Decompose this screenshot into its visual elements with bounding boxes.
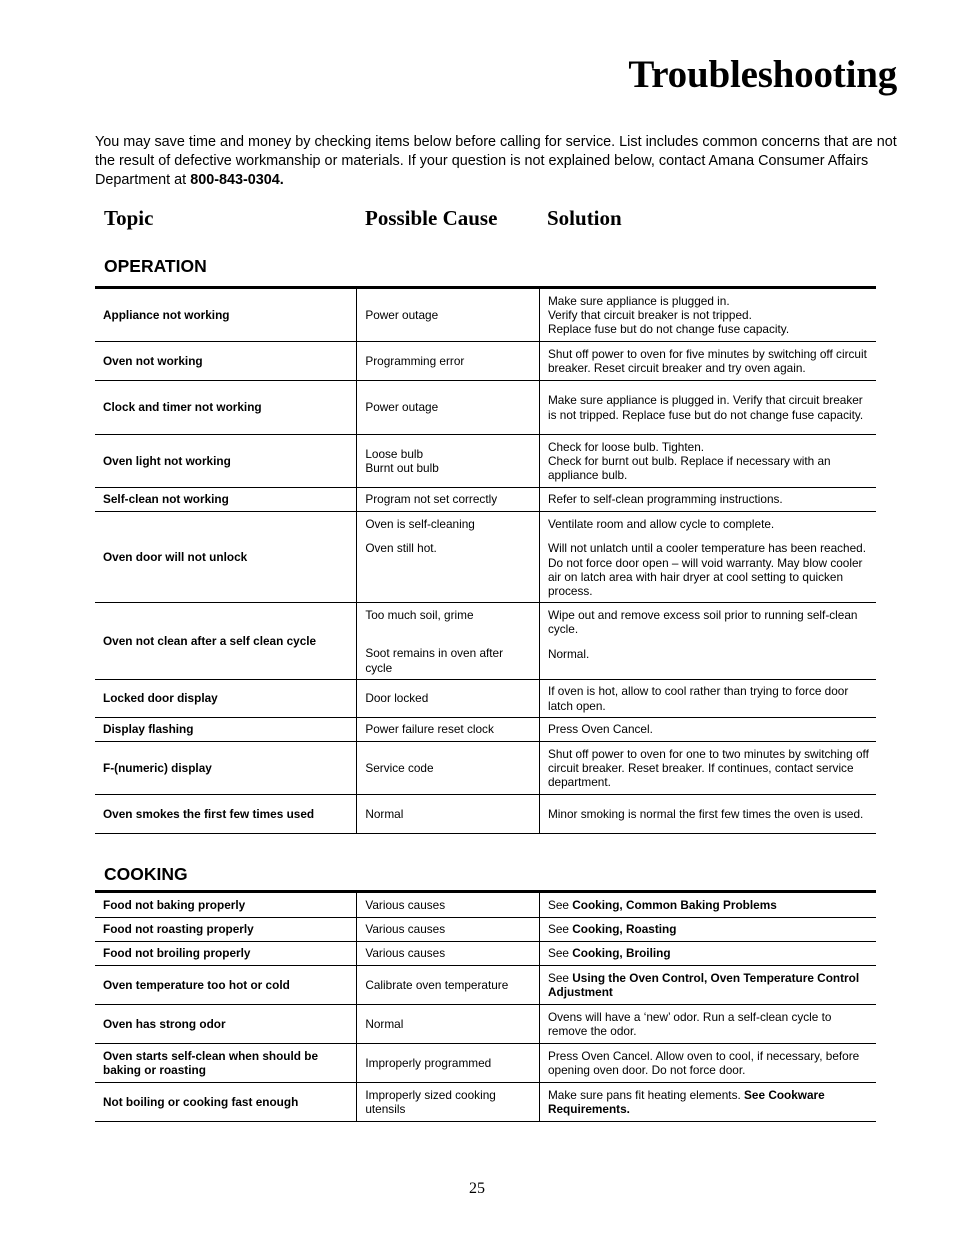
solution-text	[548, 294, 870, 337]
row-solution	[539, 718, 876, 742]
row-cause	[357, 512, 540, 603]
cause-line: Burnt out bulb	[365, 461, 439, 475]
cause-text	[365, 447, 533, 476]
row-cause: Various causes	[357, 892, 540, 918]
table-row	[95, 1005, 876, 1044]
solution-text	[548, 647, 870, 661]
row-cause: Improperly programmed	[357, 1044, 540, 1083]
cause-text	[365, 308, 533, 322]
row-topic: Food not broiling properly	[95, 942, 357, 966]
row-topic: Oven starts self-clean when should be baking or roasting	[95, 1044, 357, 1083]
row-cause	[357, 718, 540, 742]
cause-line: Service code	[365, 760, 434, 775]
solution-line: Shut off power to oven for one to two minutes by switching off circuit breaker. Reset breaker. If continues, contact service department.	[547, 746, 869, 790]
solution-text	[548, 347, 870, 376]
solution-line: Will not unlatch until a cooler temperature has been reached. Do not force door open – will void warranty. May blow cooler air on latch area with hair dryer at cool setting to quicken process.	[547, 541, 867, 599]
solution-reference: Cooking, Common Baking Problems	[572, 897, 777, 912]
row-cause	[357, 488, 540, 512]
solution-reference: Cooking, Broiling	[572, 946, 671, 961]
cooking-table	[95, 890, 876, 1122]
page-title: Troubleshooting	[628, 53, 897, 96]
column-header-cause: Possible Cause	[365, 206, 498, 230]
table-row	[95, 918, 876, 942]
row-solution	[539, 892, 876, 918]
cause-text	[365, 354, 533, 368]
table-row	[95, 892, 876, 918]
table-row	[95, 966, 876, 1005]
table-row	[95, 718, 876, 742]
row-cause	[357, 742, 540, 795]
cause-line: Normal	[365, 806, 404, 821]
solution-text: See	[547, 946, 573, 961]
cause-line: Loose bulb	[365, 446, 424, 461]
row-topic: Oven temperature too hot or cold	[95, 966, 357, 1005]
row-solution	[539, 942, 876, 966]
cause-line: Door locked	[365, 691, 429, 706]
table-row	[95, 435, 876, 488]
operation-heading: OPERATION	[104, 256, 207, 276]
row-solution	[539, 742, 876, 795]
row-solution	[539, 1083, 876, 1122]
intro-text: You may save time and money by checking items below before calling for service. List includes common concerns that are not the result of defective workmanship or materials. If your question is not explained below, contact Amana Consumer Affairs Department at	[95, 134, 897, 188]
solution-line: Ventilate room and allow cycle to complete.	[547, 517, 775, 531]
cause-line: Oven still hot.	[365, 541, 437, 556]
cause-text	[365, 517, 533, 531]
solution-line: Refer to self-clean programming instructions.	[547, 492, 783, 507]
solution-text: See	[547, 922, 573, 937]
row-cause: Normal	[357, 1005, 540, 1044]
row-topic: Not boiling or cooking fast enough	[95, 1083, 357, 1122]
solution-line: Check for burnt out bulb. Replace if necessary with an appliance bulb.	[547, 453, 831, 483]
row-topic: Clock and timer not working	[95, 381, 357, 435]
row-solution	[539, 512, 876, 603]
solution-line: Replace fuse but do not change fuse capacity.	[547, 322, 790, 337]
row-topic: Food not roasting properly	[95, 918, 357, 942]
row-solution	[539, 966, 876, 1005]
cause-line: Too much soil, grime	[365, 608, 474, 622]
solution-text: Make sure pans fit heating elements.	[547, 1087, 745, 1102]
solution-text	[548, 722, 870, 736]
table-row	[95, 512, 876, 603]
service-phone: 800-843-0304.	[190, 172, 284, 188]
row-cause	[357, 603, 540, 680]
solution-line: Shut off power to oven for five minutes by switching off circuit breaker. Reset circuit breaker and try oven again.	[547, 346, 867, 375]
cause-line: Program not set correctly	[365, 492, 498, 507]
cause-line: Programming error	[365, 353, 465, 368]
table-row	[95, 1044, 876, 1083]
row-solution	[539, 680, 876, 718]
cause-line: Power outage	[365, 400, 439, 415]
solution-line: If oven is hot, allow to cool rather than trying to force door latch open.	[547, 684, 849, 713]
row-topic: Food not baking properly	[95, 892, 357, 918]
page-number: 25	[469, 1180, 485, 1197]
row-solution	[539, 288, 876, 342]
solution-text	[548, 440, 870, 483]
row-solution	[539, 488, 876, 512]
row-cause	[357, 435, 540, 488]
row-topic: Locked door display	[95, 680, 357, 718]
row-solution	[539, 918, 876, 942]
table-row	[95, 742, 876, 795]
solution-text: Press Oven Cancel. Allow oven to cool, if necessary, before opening oven door. Do not force door.	[547, 1048, 860, 1077]
row-solution	[539, 435, 876, 488]
row-solution	[539, 795, 876, 834]
solution-line: Press Oven Cancel.	[547, 722, 653, 737]
row-solution	[539, 1044, 876, 1083]
cause-line: Oven is self-cleaning	[365, 517, 475, 531]
row-solution	[539, 1005, 876, 1044]
column-header-solution: Solution	[547, 206, 622, 230]
table-row	[95, 795, 876, 834]
cooking-heading: COOKING	[104, 864, 188, 884]
solution-line: Make sure appliance is plugged in. Verify that circuit breaker is not tripped. Replace fuse but do not change fuse capacity.	[547, 393, 864, 422]
table-row	[95, 1083, 876, 1122]
row-solution	[539, 342, 876, 381]
solution-text	[548, 747, 870, 790]
row-cause: Improperly sized cooking utensils	[357, 1083, 540, 1122]
solution-reference: Using the Oven Control, Oven Temperature Control Adjustment	[547, 970, 860, 999]
solution-reference: Cooking, Roasting	[572, 922, 677, 937]
row-topic: Oven smokes the first few times used	[95, 795, 357, 834]
solution-line: Minor smoking is normal the first few times the oven is used.	[547, 806, 864, 821]
solution-text	[548, 517, 870, 531]
table-row	[95, 342, 876, 381]
cause-text	[365, 646, 533, 675]
row-topic: F-(numeric) display	[95, 742, 357, 795]
row-topic: Oven has strong odor	[95, 1005, 357, 1044]
row-topic: Oven not clean after a self clean cycle	[95, 603, 357, 680]
row-cause	[357, 288, 540, 342]
cause-line: Power outage	[365, 307, 439, 322]
solution-text	[548, 492, 870, 506]
table-row	[95, 488, 876, 512]
row-solution	[539, 603, 876, 680]
row-topic: Oven not working	[95, 342, 357, 381]
cause-text	[365, 400, 533, 414]
solution-line: Normal.	[547, 646, 590, 661]
table-row	[95, 381, 876, 435]
solution-text	[548, 608, 870, 637]
cause-text	[365, 807, 533, 821]
solution-line: Make sure appliance is plugged in.	[547, 293, 730, 308]
row-topic: Oven light not working	[95, 435, 357, 488]
table-row	[95, 680, 876, 718]
solution-reference: See Cookware Requirements.	[547, 1087, 825, 1116]
cause-text	[365, 761, 533, 775]
solution-line: Wipe out and remove excess soil prior to running self-clean cycle.	[547, 608, 858, 637]
row-cause: Various causes	[357, 942, 540, 966]
cause-text	[365, 492, 533, 506]
solution-text: Ovens will have a ‘new’ odor. Run a self-clean cycle to remove the odor.	[547, 1009, 832, 1038]
row-topic: Display flashing	[95, 718, 357, 742]
row-cause: Calibrate oven temperature	[357, 966, 540, 1005]
solution-text	[548, 807, 870, 821]
cause-text	[365, 722, 533, 736]
table-row	[95, 603, 876, 680]
row-cause	[357, 342, 540, 381]
intro-paragraph	[95, 133, 905, 190]
cause-line: Power failure reset clock	[365, 722, 494, 737]
column-header-topic: Topic	[104, 206, 154, 230]
row-cause	[357, 680, 540, 718]
solution-text	[548, 684, 870, 713]
solution-text	[548, 393, 870, 422]
row-topic: Self-clean not working	[95, 488, 357, 512]
row-solution	[539, 381, 876, 435]
solution-text: See	[547, 970, 573, 985]
cause-line: Soot remains in oven after cycle	[365, 646, 504, 675]
table-row	[95, 288, 876, 342]
row-cause: Various causes	[357, 918, 540, 942]
cause-text	[365, 691, 533, 705]
row-topic: Appliance not working	[95, 288, 357, 342]
solution-text: See	[547, 897, 573, 912]
row-cause	[357, 381, 540, 435]
table-row	[95, 942, 876, 966]
row-cause	[357, 795, 540, 834]
solution-line: Verify that circuit breaker is not tripped.	[547, 307, 752, 322]
solution-line: Check for loose bulb. Tighten.	[547, 439, 705, 454]
operation-table	[95, 286, 876, 834]
cause-text	[365, 608, 533, 622]
solution-text	[548, 541, 870, 598]
row-topic: Oven door will not unlock	[95, 512, 357, 603]
cause-text	[365, 541, 533, 555]
